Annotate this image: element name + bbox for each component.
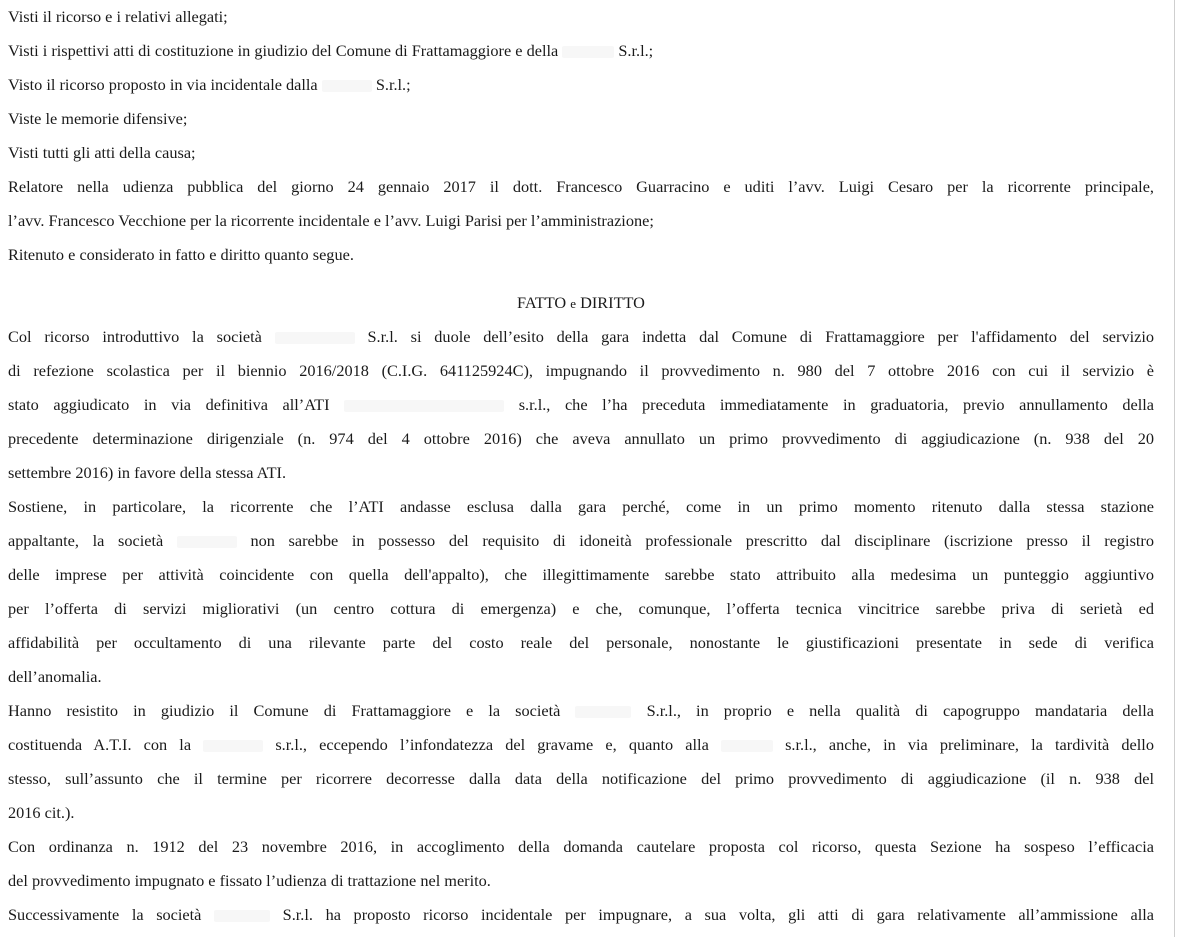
paragraph-line: [8, 694, 1154, 728]
body-text: stesso, sull’assunto che il termine per ricorrere decorresse dalla data della notificazione del primo provvedimento di aggiudicazione (il n. 938 del: [8, 769, 1154, 788]
body-text: S.r.l. si duole dell’esito della gara indetta dal Comune di Frattamaggiore per l'affidamento del servizio: [367, 327, 1154, 346]
premise-text: S.r.l.;: [375, 75, 411, 94]
premise-text: Visti il ricorso e i relativi allegati;: [8, 7, 228, 26]
spacer: [8, 272, 1154, 286]
redacted-name: [203, 740, 263, 752]
paragraph-line: [8, 728, 1154, 762]
body-text: delle imprese per attività coincidente con quella dell'appalto), che illegittimamente sarebbe stato attribuito alla medesima un punteggio aggiuntivo: [8, 565, 1154, 584]
premise-text: S.r.l.;: [618, 41, 654, 60]
paragraph-line: [8, 660, 1154, 694]
body-text: settembre 2016) in favore della stessa ATI.: [8, 463, 287, 482]
body-text: per l’offerta di servizi migliorativi (un centro cottura di emergenza) e che, comunque, l’offerta tecnica vincitrice sarebbe priva di serietà ed: [8, 599, 1154, 618]
heading-conjunction: e: [570, 296, 577, 311]
premise-text: l’avv. Francesco Vecchione per la ricorrente incidentale e l’avv. Luigi Parisi per l’amministrazione;: [8, 211, 654, 230]
paragraph-line: [8, 320, 1154, 354]
redacted-name: [177, 536, 237, 548]
body-text: Con ordinanza n. 1912 del 23 novembre 2016, in accoglimento della domanda cautelare proposta col ricorso, questa Sezione ha sospeso l’efficacia: [8, 837, 1154, 856]
paragraph-line: [8, 524, 1154, 558]
premise-text: Viste le memorie difensive;: [8, 109, 188, 128]
redacted-name: [562, 46, 614, 58]
paragraph-line: [8, 490, 1154, 524]
paragraph-line: [8, 626, 1154, 660]
paragraph-line: [8, 762, 1154, 796]
body-text: precedente determinazione dirigenziale (n. 974 del 4 ottobre 2016) che aveva annullato un primo provvedimento di aggiudicazione (n. 938 del 20: [8, 429, 1154, 448]
premise-line: [8, 238, 1154, 272]
body-text: del provvedimento impugnato e fissato l’udienza di trattazione nel merito.: [8, 871, 491, 890]
body-text: dell’anomalia.: [8, 667, 102, 686]
premise-text: Visto il ricorso proposto in via incidentale dalla: [8, 75, 318, 94]
premise-line: [8, 204, 1154, 238]
paragraph-line: [8, 354, 1154, 388]
body-text: stato aggiudicato in via definitiva all’ATI: [8, 395, 330, 414]
paragraph-line: [8, 796, 1154, 830]
premise-text: Relatore nella udienza pubblica del giorno 24 gennaio 2017 il dott. Francesco Guarracino e uditi l’avv. Luigi Cesaro per la ricorrente principale,: [8, 177, 1154, 196]
premise-text: Visti i rispettivi atti di costituzione in giudizio del Comune di Frattamaggiore e della: [8, 41, 559, 60]
body-text: Successivamente la società: [8, 905, 202, 924]
body-text: S.r.l., in proprio e nella qualità di capogruppo mandataria della: [646, 701, 1154, 720]
heading-word: DIRITTO: [580, 293, 645, 312]
body-text: s.r.l., che l’ha preceduta immediatamente in graduatoria, previo annullamento della: [518, 395, 1154, 414]
body-text: di refezione scolastica per il biennio 2016/2018 (C.I.G. 641125924C), impugnando il provvedimento n. 980 del 7 ottobre 2016 con cui il servizio è: [8, 361, 1154, 380]
body-text: affidabilità per occultamento di una rilevante parte del costo reale del personale, nonostante le giustificazioni presentate in sede di verifica: [8, 633, 1154, 652]
heading-word: FATTO: [517, 293, 567, 312]
section-heading: [8, 286, 1154, 320]
redacted-name: [322, 80, 372, 92]
paragraph-line: [8, 388, 1154, 422]
premise-line: [8, 136, 1154, 170]
document-body: [8, 0, 1154, 932]
redacted-name: [275, 332, 355, 344]
paragraph-line: [8, 558, 1154, 592]
body-text: non sarebbe in possesso del requisito di idoneità professionale prescritto dal disciplinare (iscrizione presso il registro: [250, 531, 1154, 550]
body-text: costituenda A.T.I. con la: [8, 735, 192, 754]
premise-line: [8, 0, 1154, 34]
premise-line: [8, 102, 1154, 136]
body-text: Sostiene, in particolare, la ricorrente che l’ATI andasse esclusa dalla gara perché, come in un primo momento ritenuto dalla stessa stazione: [8, 497, 1154, 516]
redacted-name: [214, 910, 270, 922]
paragraph-line: [8, 422, 1154, 456]
body-text: S.r.l. ha proposto ricorso incidentale per impugnare, a sua volta, gli atti di gara relativamente all’ammissione alla: [282, 905, 1154, 924]
body-text: Col ricorso introduttivo la società: [8, 327, 262, 346]
paragraph-line: [8, 898, 1154, 932]
paragraph-line: [8, 456, 1154, 490]
paragraph-line: [8, 592, 1154, 626]
premise-text: Ritenuto e considerato in fatto e diritto quanto segue.: [8, 245, 354, 264]
premise-line: [8, 170, 1154, 204]
body-text: Hanno resistito in giudizio il Comune di Frattamaggiore e la società: [8, 701, 561, 720]
body-text: s.r.l., eccependo l’infondatezza del gravame e, quanto alla: [275, 735, 709, 754]
paragraph-line: [8, 864, 1154, 898]
body-text: appaltante, la società: [8, 531, 164, 550]
body-text: 2016 cit.).: [8, 803, 75, 822]
redacted-name: [344, 400, 504, 412]
redacted-name: [575, 706, 631, 718]
body-text: s.r.l., anche, in via preliminare, la tardività dello: [785, 735, 1154, 754]
redacted-name: [721, 740, 773, 752]
paragraph-line: [8, 830, 1154, 864]
premise-line: [8, 68, 1154, 102]
premise-line: [8, 34, 1154, 68]
premise-text: Visti tutti gli atti della causa;: [8, 143, 196, 162]
